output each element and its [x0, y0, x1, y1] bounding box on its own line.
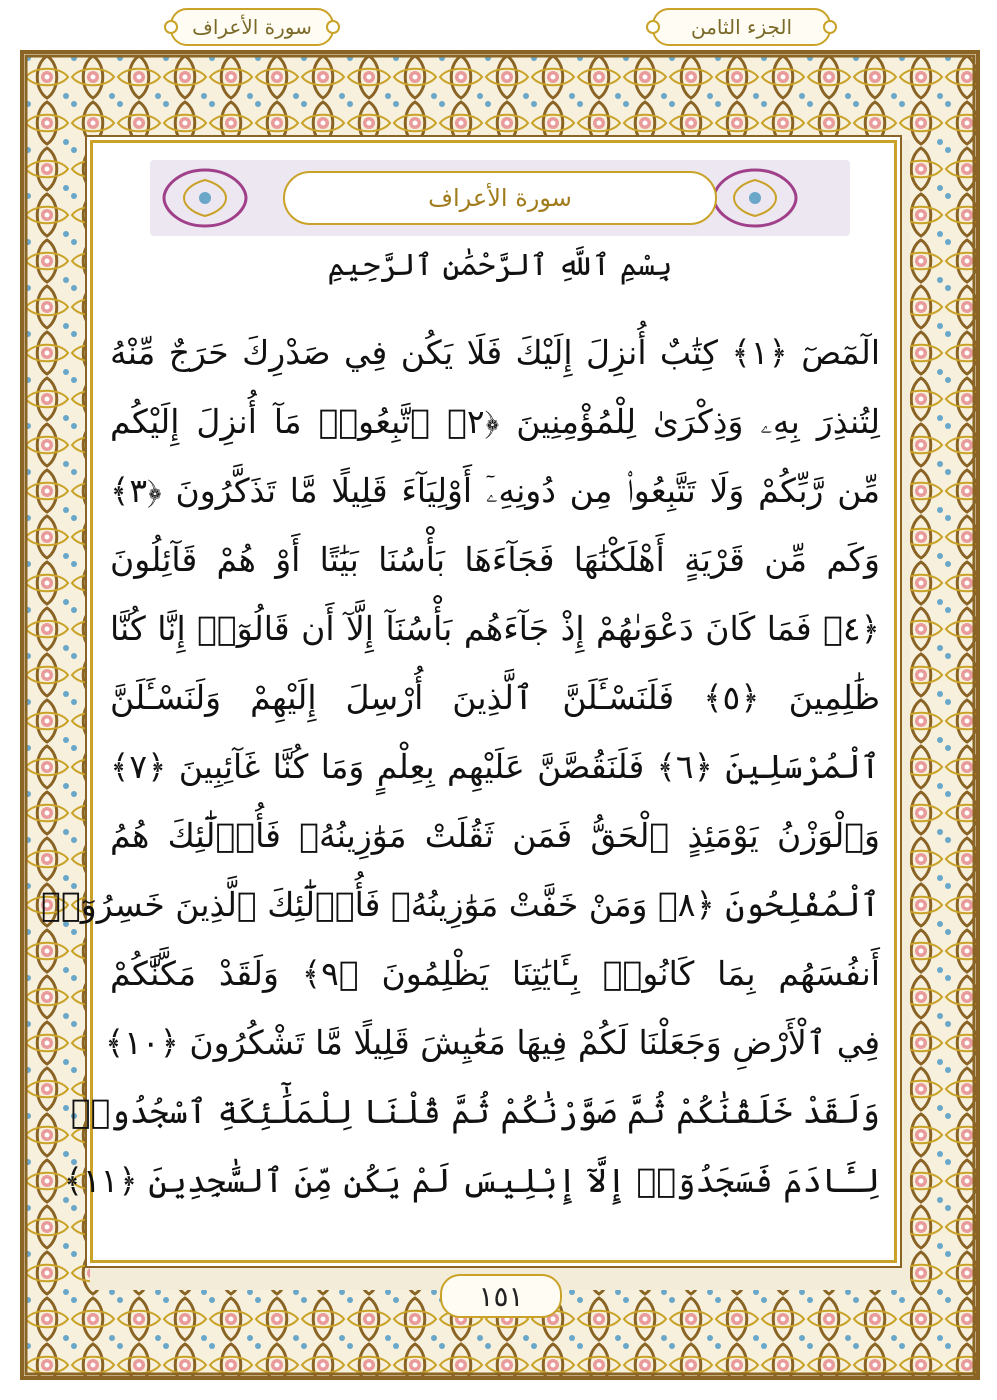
verse-line-text: وَلَقَدْ خَلَقْنَٰكُمْ ثُمَّ صَوَّرْنَٰكُمْ ثُمَّ قُلْنَا لِلْمَلَٰٓئِكَةِ ٱسْجُدُوا۟ — [70, 1092, 880, 1131]
verse-line — [63, 1146, 880, 1215]
verse-line — [110, 939, 880, 1008]
verse-line-text: الٓمٓصٓ ﴿١﴾ كِتَٰبٌ أُنزِلَ إِلَيْكَ فَلَا يَكُن فِي صَدْرِكَ حَرَجٌ مِّنْهُ — [110, 333, 880, 372]
verse-text — [41, 318, 881, 1215]
juz-name-tag — [652, 8, 831, 46]
verse-line — [110, 456, 880, 525]
verse-line-text: ﴿٤﴾ فَمَا كَانَ دَعْوَىٰهُمْ إِذْ جَآءَهُم بَأْسُنَآ إِلَّآ أَن قَالُوٓا۟ إِنَّا كُنَّا — [110, 609, 880, 648]
verse-line-text: أَنفُسَهُم بِمَا كَانُوا۟ بِـَٔايَٰتِنَا يَظْلِمُونَ ﴿٩﴾ وَلَقَدْ مَكَّنَّٰكُمْ — [110, 954, 880, 993]
page-number-label: ١٥١ — [478, 1279, 524, 1313]
verse-line-text: مِّن رَّبِّكُمْ وَلَا تَتَّبِعُوا۟ مِن دُونِهِۦٓ أَوْلِيَآءَ قَلِيلًا مَّا تَذَكَّرُونَ ﴿٣﴾ — [110, 470, 880, 510]
verse-line — [110, 525, 880, 594]
verse-line-text: ٱلْمُرْسَلِينَ ﴿٦﴾ فَلَنَقُصَّنَّ عَلَيْهِم بِعِلْمٍ وَمَا كُنَّا غَآئِبِينَ ﴿٧﴾ — [110, 747, 880, 786]
page-number — [440, 1274, 562, 1318]
surah-title — [283, 171, 717, 225]
verse-line-text: لِتُنذِرَ بِهِۦ وَذِكْرَىٰ لِلْمُؤْمِنِينَ ﴿٢﴾ ٱتَّبِعُوا۟ مَآ أُنزِلَ إِلَيْكُم — [110, 401, 881, 441]
surah-name-tag — [170, 8, 334, 46]
verse-line-text: وَكَم مِّن قَرْيَةٍ أَهْلَكْنَٰهَا فَجَآءَهَا بَأْسُنَا بَيَٰتًا أَوْ هُمْ قَآئِلُونَ — [110, 540, 880, 579]
verse-line-text: فِي ٱلْأَرْضِ وَجَعَلْنَا لَكُمْ فِيهَا مَعَٰيِشَ قَلِيلًا مَّا تَشْكُرُونَ ﴿١٠﴾ — [104, 1023, 880, 1062]
verse-line — [41, 870, 880, 939]
verse-line — [110, 732, 880, 801]
verse-line — [110, 594, 880, 663]
verse-line-text: وَٱلْوَزْنُ يَوْمَئِذٍ ٱلْحَقُّ فَمَن ثَقُلَتْ مَوَٰزِينُهُۥ فَأُو۟لَٰٓئِكَ هُمُ — [110, 816, 880, 855]
verse-line — [104, 1008, 880, 1077]
verse-line — [110, 318, 880, 387]
banner-ornament-left — [160, 166, 250, 230]
verse-line — [110, 663, 880, 732]
verse-line-text: ٱلْمُفْلِحُونَ ﴿٨﴾ وَمَنْ خَفَّتْ مَوَٰزِينُهُۥ فَأُو۟لَٰٓئِكَ ٱلَّذِينَ خَسِرُوٓا۟ — [41, 885, 880, 924]
basmala: بِسْمِ ٱللَّهِ ٱلرَّحْمَٰنِ ٱلرَّحِيمِ — [327, 248, 673, 283]
verse-line-text: ظَٰلِمِينَ ﴿٥﴾ فَلَنَسْـَٔلَنَّ ٱلَّذِينَ أُرْسِلَ إِلَيْهِمْ وَلَنَسْـَٔلَنَّ — [110, 678, 880, 717]
surah-name-label: سورة الأعراف — [192, 15, 312, 39]
verse-line — [110, 387, 880, 456]
verse-line — [110, 801, 880, 870]
verse-line — [70, 1077, 880, 1146]
surah-title-label: سورة الأعراف — [428, 184, 572, 212]
juz-name-label: الجزء الثامن — [690, 15, 793, 39]
verse-line-text: لِـَٔادَمَ فَسَجَدُوٓا۟ إِلَّآ إِبْلِيسَ لَمْ يَكُن مِّنَ ٱلسَّٰجِدِينَ ﴿١١﴾ — [63, 1161, 880, 1200]
banner-ornament-right — [710, 166, 800, 230]
